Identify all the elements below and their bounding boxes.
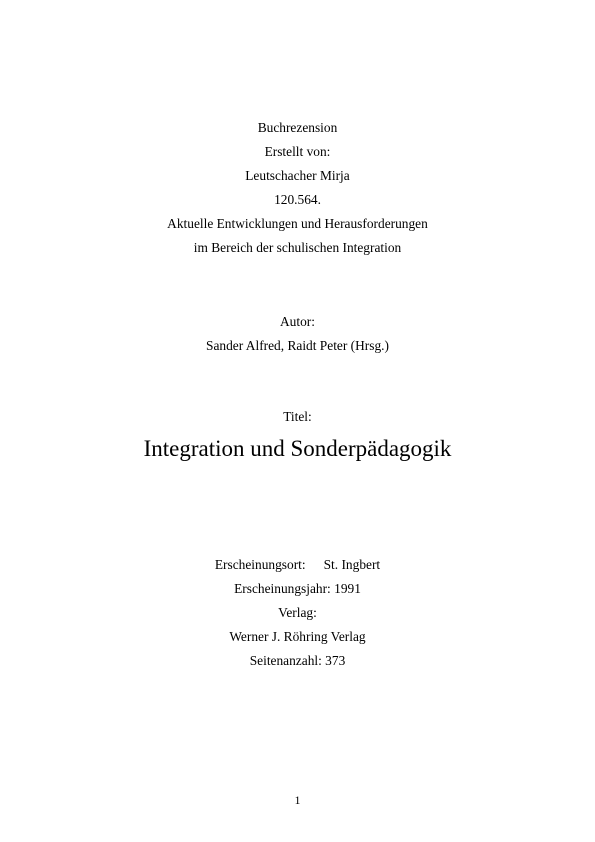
book-title: Integration und Sonderpädagogik — [143, 436, 452, 461]
course-title-line1: Aktuelle Entwicklungen und Herausforderungen — [167, 216, 428, 231]
title-label: Titel: — [283, 409, 312, 424]
author-label: Autor: — [280, 314, 315, 329]
reviewer-name: Leutschacher Mirja — [245, 168, 350, 183]
course-title-line2: im Bereich der schulischen Integration — [193, 240, 402, 255]
publisher-name: Werner J. Röhring Verlag — [229, 629, 366, 644]
review-type: Buchrezension — [257, 120, 338, 135]
page-number: 1 — [294, 793, 301, 807]
student-id: 120.564. — [274, 192, 321, 207]
publication-year: Erscheinungsjahr: 1991 — [234, 581, 361, 596]
publisher-label: Verlag: — [278, 605, 317, 620]
publication-place-label: Erscheinungsort: — [214, 557, 306, 572]
publication-place-value: St. Ingbert — [323, 557, 381, 572]
publication-place — [0, 557, 595, 573]
page-count: Seitenanzahl: 373 — [249, 653, 346, 668]
created-by-label: Erstellt von: — [264, 144, 331, 159]
book-authors: Sander Alfred, Raidt Peter (Hrsg.) — [206, 338, 389, 353]
